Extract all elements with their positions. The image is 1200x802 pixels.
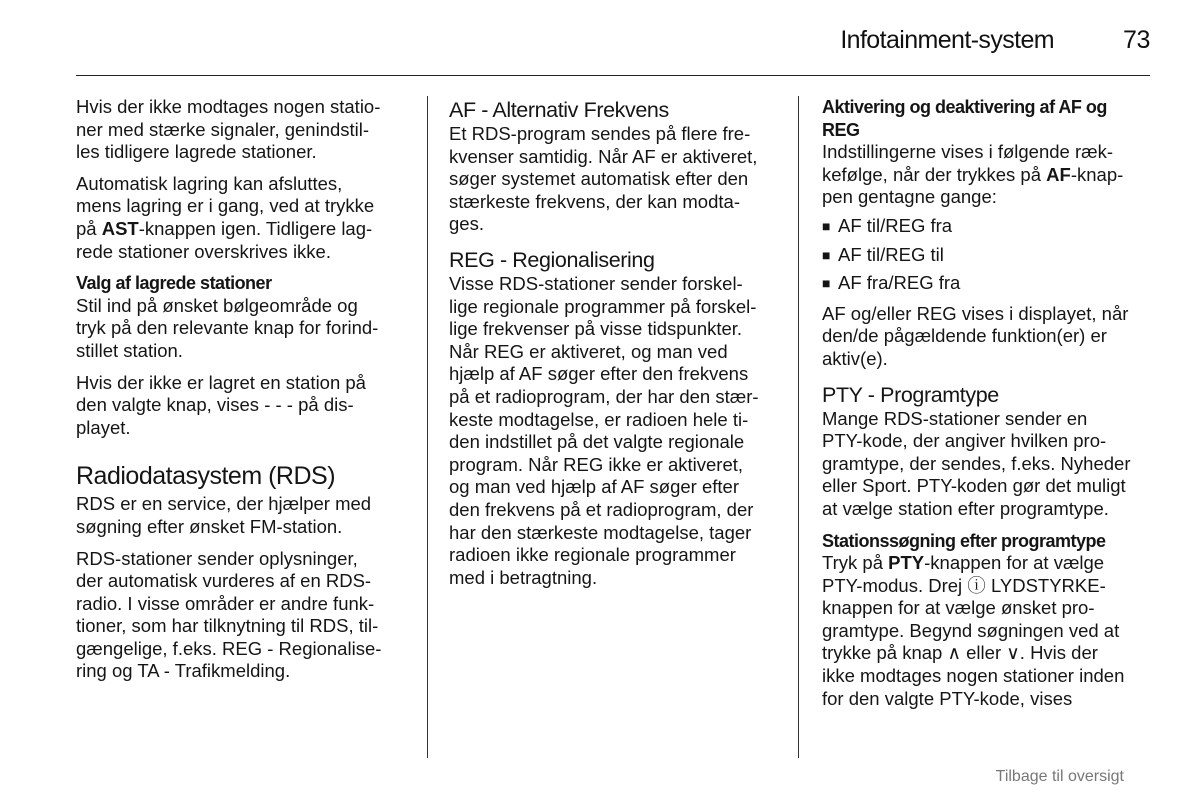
text-line: stærkeste frekvens, der kan modta- bbox=[449, 190, 740, 212]
text-run: kefølge, når der trykkes på bbox=[822, 163, 1047, 185]
paragraph-station-reception bbox=[76, 96, 411, 164]
list-item bbox=[822, 215, 1154, 238]
paragraph-rds-stations bbox=[76, 548, 411, 684]
text-run: på bbox=[76, 217, 102, 239]
subheading-pty-search: Stationssøgning efter programtype bbox=[822, 530, 1106, 551]
text-line: ner med stærke signaler, genindstil- bbox=[76, 118, 370, 140]
text-line: der automatisk vurderes af en RDS- bbox=[76, 570, 372, 592]
paragraph-display-af-reg bbox=[822, 303, 1154, 371]
text-line: pen gentagne gange: bbox=[822, 186, 997, 208]
text-line: ges. bbox=[449, 213, 484, 235]
paragraph-tune-waveband bbox=[76, 295, 411, 363]
text-line: kvenser samtidig. Når AF er aktiveret, bbox=[449, 145, 758, 167]
paragraph-rds-service bbox=[76, 493, 411, 538]
text-line: les tidligere lagrede stationer. bbox=[76, 141, 317, 163]
text-line: gængelige, f.eks. REG - Regionalise- bbox=[76, 637, 382, 659]
text-line bbox=[76, 218, 411, 241]
list-item bbox=[822, 272, 1154, 295]
text-column-2 bbox=[449, 96, 783, 598]
text-line: Hvis der ikke er lagret en station på bbox=[76, 371, 366, 393]
paragraph-af bbox=[449, 123, 783, 236]
text-line: radio. I visse områder er andre funk- bbox=[76, 592, 375, 614]
text-line: har den stærkeste modtagelse, tager bbox=[449, 521, 752, 543]
af-button-label: AF bbox=[1046, 163, 1071, 185]
text-run: trykke på knap bbox=[822, 642, 948, 664]
caret-down-icon: ∨ bbox=[1006, 642, 1020, 664]
text-line bbox=[822, 642, 1154, 665]
text-run: -knap- bbox=[1070, 163, 1124, 185]
paragraph-auto-store bbox=[76, 173, 411, 263]
subheading-af-reg-activation bbox=[822, 96, 1154, 141]
header-title: Infotainment-system bbox=[840, 26, 1054, 54]
text-line: RDS-stationer sender oplysninger, bbox=[76, 547, 358, 569]
text-line: for den valgte PTY-kode, vises bbox=[822, 687, 1073, 709]
heading-pty: PTY - Programtype bbox=[822, 382, 999, 407]
text-line: rede stationer overskrives ikke. bbox=[76, 240, 331, 262]
text-line: gramtype, der sendes, f.eks. Nyheder bbox=[822, 452, 1131, 474]
page-number: 73 bbox=[1122, 26, 1150, 54]
list-item bbox=[822, 244, 1154, 267]
text-line: og man ved hjælp af AF søger efter bbox=[449, 476, 739, 498]
square-bullet-icon: ■ bbox=[822, 217, 831, 234]
ast-button-label: AST bbox=[101, 217, 139, 239]
text-line: ikke modtages nogen stationer inden bbox=[822, 665, 1125, 687]
text-line: AF og/eller REG vises i displayet, når bbox=[822, 302, 1129, 324]
text-run: Tryk på bbox=[822, 552, 889, 574]
text-run: eller bbox=[961, 642, 1007, 664]
text-line: REG bbox=[822, 119, 860, 140]
text-line: den valgte knap, vises - - - på dis- bbox=[76, 394, 354, 416]
text-line: playet. bbox=[76, 416, 131, 438]
text-line: stillet station. bbox=[76, 339, 183, 361]
paragraph-no-station bbox=[76, 372, 411, 440]
text-line: tioner, som har tilknytning til RDS, til- bbox=[76, 615, 379, 637]
text-line: Mange RDS-stationer sender en bbox=[822, 407, 1088, 429]
text-run: -knappen igen. Tidligere lag- bbox=[138, 217, 373, 239]
text-run: -knappen for at vælge bbox=[924, 552, 1105, 574]
caret-up-icon: ∧ bbox=[947, 642, 961, 664]
text-line: gramtype. Begynd søgningen ved at bbox=[822, 619, 1120, 641]
text-line: Visse RDS-stationer sender forskel- bbox=[449, 272, 743, 294]
text-line: den frekvens på et radioprogram, der bbox=[449, 498, 754, 520]
header-rule bbox=[76, 75, 1150, 76]
text-line: med i betragtning. bbox=[449, 566, 598, 588]
paragraph-pty-search bbox=[822, 552, 1154, 710]
list-item-label: AF til/REG fra bbox=[838, 214, 953, 236]
text-line: eller Sport. PTY-koden gør det muligt bbox=[822, 475, 1126, 497]
text-line: mens lagring er i gang, ved at trykke bbox=[76, 195, 375, 217]
text-line: Automatisk lagring kan afsluttes, bbox=[76, 172, 343, 194]
text-line: lige regionale programmer på forskel- bbox=[449, 295, 757, 317]
text-line: program. Når REG ikke er aktiveret, bbox=[449, 453, 744, 475]
heading-reg: REG - Regionalisering bbox=[449, 247, 655, 272]
text-column-1 bbox=[76, 96, 411, 692]
heading-af: AF - Alternativ Frekvens bbox=[449, 98, 669, 122]
text-line: at vælge station efter programtype. bbox=[822, 497, 1109, 519]
square-bullet-icon: ■ bbox=[822, 275, 831, 292]
text-line: keste modtagelse, er radioen hele ti- bbox=[449, 408, 749, 430]
text-line: søger systemet automatisk efter den bbox=[449, 168, 749, 190]
text-line: aktiv(e). bbox=[822, 347, 888, 369]
text-line: tryk på den relevante knap for forind- bbox=[76, 317, 379, 339]
text-line: på et radioprogram, der har den stær- bbox=[449, 385, 759, 407]
text-line: RDS er en service, der hjælper med bbox=[76, 493, 372, 515]
text-line bbox=[822, 164, 1154, 187]
af-reg-options-list bbox=[822, 215, 1154, 295]
text-line: Indstillingerne vises i følgende ræk- bbox=[822, 141, 1113, 163]
text-line: PTY-kode, der angiver hvilken pro- bbox=[822, 430, 1107, 452]
text-line: den/de pågældende funktion(er) er bbox=[822, 325, 1107, 347]
text-line: hjælp af AF søger efter den frekvens bbox=[449, 363, 749, 385]
paragraph-settings-order bbox=[822, 141, 1154, 209]
square-bullet-icon: ■ bbox=[822, 246, 831, 263]
subheading-stored-stations: Valg af lagrede stationer bbox=[76, 273, 272, 294]
text-column-3 bbox=[822, 96, 1154, 719]
text-line: Stil ind på ønsket bølgeområde og bbox=[76, 294, 358, 316]
text-line: Når REG er aktiveret, og man ved bbox=[449, 340, 728, 362]
text-line: Aktivering og deaktivering af AF og bbox=[822, 97, 1107, 117]
text-line: lige frekvenser på visse tidspunkter. bbox=[449, 318, 743, 340]
pty-button-label: PTY bbox=[888, 552, 925, 574]
text-line: den indstillet på det valgte regionale bbox=[449, 431, 745, 453]
text-line: Hvis der ikke modtages nogen statio- bbox=[76, 96, 381, 117]
text-run: . Hvis der bbox=[1019, 642, 1098, 664]
text-line: søgning efter ønsket FM-station. bbox=[76, 515, 343, 537]
text-line: ring og TA - Trafikmelding. bbox=[76, 660, 291, 682]
list-item-label: AF til/REG til bbox=[838, 243, 944, 265]
paragraph-pty bbox=[822, 408, 1154, 521]
paragraph-reg bbox=[449, 273, 783, 589]
column-divider-right bbox=[798, 96, 799, 758]
column-divider-left bbox=[427, 96, 428, 758]
text-line: Et RDS-program sendes på flere fre- bbox=[449, 123, 751, 144]
text-line: knappen for at vælge ønsket pro- bbox=[822, 597, 1095, 619]
text-line: PTY-modus. Drej ⓘ LYDSTYRKE- bbox=[822, 574, 1106, 596]
text-line: radioen ikke regionale programmer bbox=[449, 544, 736, 566]
text-line bbox=[822, 552, 1154, 575]
list-item-label: AF fra/REG fra bbox=[838, 272, 961, 294]
heading-rds: Radiodatasystem (RDS) bbox=[76, 462, 336, 491]
back-to-overview-link[interactable]: Tilbage til oversigt bbox=[995, 768, 1124, 785]
